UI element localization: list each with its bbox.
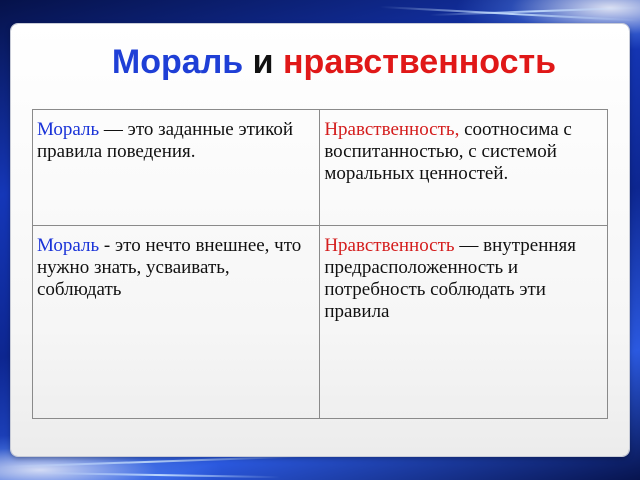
light-streak bbox=[0, 456, 300, 468]
term-morality: Нравственность bbox=[324, 235, 455, 256]
table-cell-morality-definition bbox=[320, 110, 608, 226]
slide-title bbox=[0, 42, 640, 82]
table-cell-moral-definition bbox=[33, 110, 320, 226]
table-cell-morality-internal bbox=[320, 226, 608, 419]
term-morality: Нравственность, bbox=[324, 119, 460, 140]
term-moral: Мораль bbox=[37, 119, 100, 140]
title-word-moral: Мораль bbox=[111, 43, 244, 81]
table-row bbox=[33, 110, 608, 226]
cell-text: соотносима с воспитанностью, с системой моральных ценностей. bbox=[324, 119, 572, 184]
table-row bbox=[33, 226, 608, 419]
comparison-table bbox=[32, 109, 608, 419]
title-word-morality: нравственность bbox=[283, 43, 557, 81]
title-word-and: и bbox=[252, 43, 274, 81]
cell-text: - это нечто внешнее, что нужно знать, усваивать, соблюдать bbox=[37, 235, 302, 300]
table-cell-moral-external bbox=[33, 226, 320, 419]
term-moral: Мораль bbox=[37, 235, 100, 256]
cell-text: — внутренняя предрасположенность и потребность соблюдать эти правила bbox=[324, 235, 577, 322]
light-streak bbox=[40, 472, 280, 478]
cell-text: — это заданные этикой правила поведения. bbox=[37, 119, 294, 162]
